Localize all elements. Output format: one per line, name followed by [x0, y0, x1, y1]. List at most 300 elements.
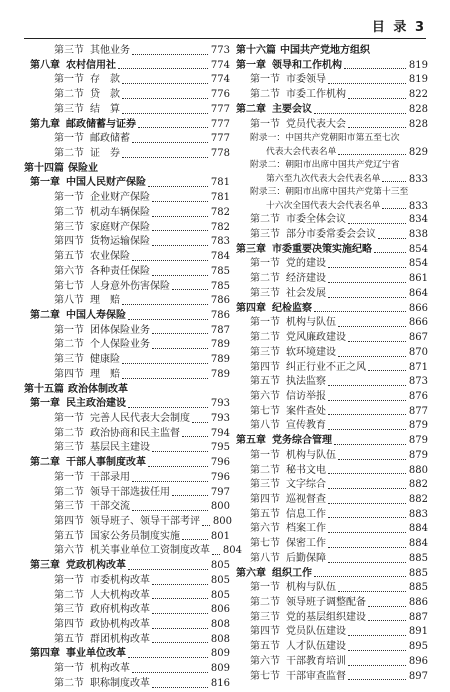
entry-label [236, 361, 366, 376]
toc-section-entry [236, 405, 428, 420]
entry-title: 部分市委常委会会议 [286, 229, 376, 241]
page-number: 891 [408, 626, 428, 638]
entry-label [24, 353, 120, 368]
page-number: 797 [210, 486, 230, 498]
dot-leader [122, 157, 208, 158]
entry-title: 存 款 [90, 74, 120, 86]
page-number: 793 [210, 412, 230, 424]
page-number: 886 [408, 597, 428, 608]
page-number: 866 [408, 302, 428, 314]
entry-title: 党员队伍建设 [286, 626, 346, 638]
appendix-title: 第六至九次代表大会代表名单 [266, 173, 381, 184]
entry-label [24, 235, 150, 250]
page-number: 777 [210, 118, 230, 130]
toc-section-entry [236, 464, 428, 479]
page-number: 795 [210, 442, 230, 454]
entry-label [236, 405, 326, 420]
entry-label [236, 478, 326, 493]
dot-leader [148, 186, 208, 187]
entry-label [24, 176, 146, 191]
entry-label [24, 500, 130, 515]
entry-title: 党务综合管理 [272, 435, 332, 447]
entry-label [24, 221, 150, 236]
dot-leader [128, 657, 208, 658]
entry-number: 第七节 [250, 670, 280, 682]
page-number: 828 [408, 118, 428, 130]
page-number: 854 [408, 258, 428, 270]
entry-number: 第三节 [54, 45, 84, 56]
entry-label [24, 603, 150, 618]
dot-leader [338, 356, 406, 357]
entry-label [24, 59, 116, 74]
entry-number: 第三节 [54, 604, 84, 616]
entry-label [24, 589, 150, 604]
entry-title: 党风廉政建设 [286, 332, 346, 344]
page-number: 789 [210, 368, 230, 380]
entry-number: 第四节 [54, 236, 84, 248]
entry-title: 企业财产保险 [90, 192, 150, 204]
toc-section-entry [236, 213, 428, 228]
entry-title: 机关事业单位工资制度改革 [90, 545, 210, 557]
toc-section-entry [24, 88, 230, 103]
entry-title: 机构与队伍 [286, 317, 336, 329]
page-number: 861 [408, 273, 428, 285]
page-number: 816 [210, 677, 230, 689]
appendix-title: 十六次全国代表大会代表名单 [266, 200, 381, 211]
entry-title: 信访举报 [286, 390, 326, 402]
page-number: 800 [212, 516, 232, 527]
entry-title: 档案工作 [286, 523, 326, 535]
toc-section-entry [236, 478, 428, 493]
toc-section-entry [24, 324, 230, 339]
page-title: 目 录 3 [371, 20, 426, 35]
entry-number: 第八节 [250, 552, 280, 564]
entry-title: 执法监察 [286, 376, 326, 388]
entry-label [236, 434, 332, 449]
dot-leader [338, 591, 406, 592]
page-number: 822 [408, 89, 428, 101]
entry-title: 市委机构改革 [90, 574, 150, 586]
dot-leader [152, 687, 208, 688]
dot-leader [348, 98, 406, 99]
entry-label [236, 537, 326, 552]
entry-label [236, 522, 326, 537]
toc-section-entry [236, 493, 428, 508]
toc-section-entry [236, 88, 428, 103]
page-number: 829 [408, 146, 428, 158]
dot-leader [122, 363, 208, 364]
entry-title: 邮政储蓄 [90, 133, 130, 145]
page-number: 781 [210, 192, 230, 204]
entry-title: 干部交流 [90, 501, 130, 513]
dot-leader [368, 370, 406, 371]
page-number: 789 [210, 354, 230, 366]
toc-section-entry [24, 677, 230, 692]
dot-leader [152, 613, 208, 614]
dot-leader [328, 414, 406, 415]
toc-section-entry [236, 331, 428, 346]
entry-number: 第一节 [250, 74, 280, 86]
dot-leader [338, 154, 406, 155]
entry-label [24, 280, 170, 295]
dot-leader [132, 142, 208, 143]
entry-title: 国家公务员制度实施 [90, 530, 180, 542]
entry-number: 第三节 [250, 287, 280, 299]
page-number: 885 [408, 552, 428, 564]
entry-title: 农业保险 [90, 251, 130, 263]
entry-label [24, 471, 130, 486]
toc-section-entry [236, 552, 428, 567]
dot-leader [368, 606, 406, 607]
dot-leader [202, 525, 210, 526]
entry-label [24, 338, 150, 353]
toc-appendix-entry [236, 186, 428, 200]
toc-left-column [24, 44, 242, 692]
entry-label [236, 44, 370, 59]
toc-section-entry [24, 427, 230, 442]
entry-label [236, 625, 346, 640]
entry-number: 第二节 [54, 427, 84, 439]
entry-number: 第三节 [54, 221, 84, 233]
entry-number: 第三章 [30, 560, 60, 572]
entry-number: 第三节 [54, 103, 84, 115]
entry-number: 第十六篇 [236, 45, 276, 56]
entry-number: 第一章 [236, 59, 266, 71]
entry-label [24, 118, 136, 133]
entry-number: 第二节 [54, 486, 84, 498]
entry-title: 理 赔 [90, 295, 120, 307]
dot-leader [152, 216, 208, 217]
dot-leader [328, 282, 406, 283]
entry-number: 第七节 [250, 405, 280, 417]
page-number: 877 [408, 405, 428, 417]
entry-label [236, 567, 312, 582]
entry-title: 信息工作 [286, 508, 326, 520]
entry-title: 结 算 [90, 103, 120, 115]
dot-leader [132, 510, 208, 511]
toc-section-entry [24, 73, 230, 88]
entry-title: 团体保险业务 [90, 324, 150, 336]
page-number: 778 [210, 148, 230, 160]
toc-chapter-entry [236, 567, 428, 582]
toc-section-entry [24, 265, 230, 280]
page-header [24, 14, 426, 39]
entry-title: 机动车辆保险 [90, 206, 150, 218]
dot-leader [328, 385, 406, 386]
dot-leader [152, 451, 208, 452]
entry-label [24, 103, 120, 118]
dot-leader [348, 679, 406, 680]
entry-title: 证 券 [90, 148, 120, 160]
entry-label [236, 346, 336, 361]
entry-title: 社会发展 [286, 287, 326, 299]
toc-part-entry [236, 44, 428, 59]
dot-leader [338, 459, 406, 460]
toc-section-entry [24, 280, 230, 295]
entry-number: 第五节 [54, 251, 84, 263]
dot-leader [212, 554, 220, 555]
dot-leader [192, 422, 208, 423]
entry-label [24, 544, 210, 559]
dot-leader [152, 333, 208, 334]
page-number: 789 [210, 339, 230, 351]
dot-leader [344, 68, 406, 69]
dot-leader [152, 348, 208, 349]
entry-label [236, 596, 366, 611]
entry-label [236, 118, 346, 133]
dot-leader [122, 83, 208, 84]
entry-title: 邮政储蓄与证券 [66, 118, 136, 130]
entry-label [24, 530, 180, 545]
toc-section-entry [24, 44, 230, 59]
dot-leader [348, 127, 406, 128]
entry-number: 第四章 [30, 648, 60, 660]
toc-section-entry [24, 206, 230, 221]
page-number: 884 [408, 523, 428, 535]
entry-title: 秘书文电 [286, 464, 326, 476]
toc-section-entry [236, 287, 428, 302]
toc-section-entry [24, 633, 230, 648]
entry-title: 党的基层组织建设 [286, 611, 366, 623]
page-number: 871 [408, 361, 428, 373]
page-number: 787 [210, 324, 230, 336]
dot-leader [328, 503, 406, 504]
entry-label [24, 147, 120, 162]
entry-title: 干部录用 [90, 471, 130, 483]
entry-label [24, 662, 130, 677]
page-number: 777 [210, 103, 230, 115]
entry-label [236, 390, 326, 405]
page-number: 782 [210, 221, 230, 233]
toc-section-entry [24, 103, 230, 118]
dot-leader [152, 275, 208, 276]
entry-label [24, 162, 98, 177]
entry-label [236, 73, 326, 88]
page-number: 883 [408, 508, 428, 520]
toc-section-entry [236, 640, 428, 655]
entry-number: 第四节 [250, 361, 280, 373]
entry-label [236, 552, 326, 567]
page-number: 786 [210, 295, 230, 307]
entry-label [24, 73, 120, 88]
entry-number: 第四节 [250, 626, 280, 638]
entry-number: 第二节 [250, 597, 280, 608]
entry-number: 第一节 [54, 663, 84, 675]
entry-title: 家庭财产保险 [90, 221, 150, 233]
toc-section-entry [24, 530, 230, 545]
page-number: 882 [408, 493, 428, 505]
toc-appendix-entry [236, 173, 428, 187]
toc-section-entry [236, 346, 428, 361]
entry-number: 第三节 [250, 229, 280, 241]
toc-section-entry [236, 508, 428, 523]
dot-leader [348, 223, 406, 224]
entry-number: 第五章 [236, 435, 266, 447]
page-number: 876 [408, 390, 428, 402]
entry-label [24, 309, 126, 324]
entry-title: 各种责任保险 [90, 265, 150, 277]
toc-chapter-entry [24, 309, 230, 324]
entry-title: 市委全体会议 [286, 214, 346, 226]
entry-label [24, 486, 170, 501]
toc-section-entry [24, 544, 242, 559]
dot-leader [182, 539, 208, 540]
dot-leader [328, 532, 406, 533]
entry-number: 第二节 [54, 589, 84, 601]
entry-label [236, 419, 326, 434]
page-number: 884 [408, 538, 428, 550]
entry-number: 第五节 [250, 508, 280, 520]
dot-leader [328, 547, 406, 548]
entry-label [236, 611, 366, 626]
entry-label [24, 250, 130, 265]
dot-leader [152, 628, 208, 629]
entry-number: 第六节 [250, 655, 280, 667]
page-number: 879 [408, 420, 428, 432]
entry-title: 经济建设 [286, 273, 326, 285]
entry-label [24, 618, 150, 633]
entry-title: 保密工作 [286, 538, 326, 550]
entry-number: 第二节 [250, 332, 280, 344]
page-number: 879 [408, 435, 428, 447]
entry-label [236, 243, 372, 258]
page-number: 854 [408, 243, 428, 255]
entry-number: 第二章 [236, 103, 266, 115]
entry-title: 完善人民代表大会制度 [90, 412, 190, 424]
entry-title: 民主政治建设 [66, 398, 126, 410]
entry-number: 第一节 [250, 449, 280, 461]
toc-section-entry [24, 250, 230, 265]
dot-leader [382, 208, 406, 209]
entry-number: 第一节 [54, 471, 84, 483]
toc-section-entry [236, 596, 428, 611]
entry-number: 第四节 [250, 493, 280, 505]
entry-number: 第六节 [250, 523, 280, 535]
entry-label [236, 213, 346, 228]
page-number: 805 [210, 574, 230, 586]
entry-number: 第一节 [250, 582, 280, 594]
entry-number: 第七节 [54, 280, 84, 292]
dot-leader [172, 289, 208, 290]
entry-title: 机构改革 [90, 663, 130, 675]
page-number: 895 [408, 641, 428, 653]
entry-label [24, 427, 180, 442]
entry-number: 第五节 [250, 376, 280, 388]
toc-section-entry [236, 611, 428, 626]
entry-title: 干部教育培训 [286, 655, 346, 667]
page-number: 870 [408, 346, 428, 358]
dot-leader [314, 113, 406, 114]
dot-leader [152, 584, 208, 585]
toc-section-entry [24, 368, 230, 383]
entry-title: 市委重要决策实施纪略 [272, 243, 372, 255]
entry-number: 第二节 [54, 89, 84, 101]
entry-title: 基层民主建设 [90, 442, 150, 454]
entry-title: 中国共产党地方组织 [280, 45, 370, 56]
entry-number: 第二节 [54, 206, 84, 218]
entry-label [24, 88, 120, 103]
entry-label [236, 464, 326, 479]
entry-number: 第一节 [54, 74, 84, 86]
dot-leader [328, 400, 406, 401]
page-number: 885 [408, 567, 428, 579]
entry-title: 人身意外伤害保险 [90, 280, 170, 292]
appendix-title: 附录三：朝阳市出席中国共产党第十三至 [250, 187, 409, 198]
toc-section-entry [236, 449, 428, 464]
entry-title: 政协机构改革 [90, 619, 150, 631]
entry-label [236, 508, 326, 523]
entry-label [24, 456, 146, 471]
toc-section-entry [24, 500, 230, 515]
entry-label [236, 272, 326, 287]
entry-label [236, 302, 312, 317]
page-number: 806 [210, 604, 230, 616]
entry-number: 第六节 [54, 545, 84, 557]
dot-leader [128, 319, 208, 320]
toc-section-entry [24, 662, 230, 677]
entry-label [236, 331, 346, 346]
entry-title: 党政机构改革 [66, 560, 126, 572]
entry-number: 第二节 [54, 148, 84, 160]
entry-number: 第一章 [30, 177, 60, 189]
page-number: 793 [210, 398, 230, 410]
page-number: 867 [408, 332, 428, 344]
toc-section-entry [236, 228, 428, 243]
entry-label [236, 375, 326, 390]
entry-label [236, 640, 346, 655]
dot-leader [172, 495, 208, 496]
dot-leader [348, 341, 406, 342]
entry-label [236, 287, 326, 302]
entry-number: 第四节 [54, 619, 84, 631]
page-number: 880 [408, 464, 428, 476]
toc-section-entry [236, 272, 428, 287]
entry-number: 第二节 [250, 273, 280, 285]
entry-label [24, 412, 190, 427]
dot-leader [328, 488, 406, 489]
entry-title: 政治协商和民主监督 [90, 427, 180, 439]
toc-chapter-entry [24, 397, 230, 412]
dot-leader [122, 113, 208, 114]
entry-number: 第一节 [54, 412, 84, 424]
entry-number: 第二节 [54, 339, 84, 351]
entry-label [24, 559, 126, 574]
page-number: 873 [408, 376, 428, 388]
entry-title: 组织工作 [272, 567, 312, 579]
entry-number: 第一节 [54, 324, 84, 336]
page-number: 804 [222, 545, 242, 557]
entry-number: 第三节 [250, 479, 280, 491]
toc-section-entry [24, 471, 230, 486]
entry-number: 第一节 [250, 118, 280, 130]
page-number: 808 [210, 619, 230, 631]
dot-leader [132, 672, 208, 673]
dot-leader [182, 436, 208, 437]
toc-section-entry [236, 581, 428, 596]
toc-section-entry [24, 235, 230, 250]
toc-section-entry [24, 294, 230, 309]
entry-number: 第二节 [250, 89, 280, 101]
toc-chapter-entry [236, 59, 428, 74]
dot-leader [152, 642, 208, 643]
entry-title: 领导班子、领导干部考评 [90, 516, 200, 527]
toc-part-entry [24, 162, 230, 177]
page-number: 774 [210, 59, 230, 71]
entry-title: 群团机构改革 [90, 633, 150, 645]
entry-label [236, 103, 312, 118]
toc-appendix-entry [236, 159, 428, 173]
entry-label [24, 132, 130, 147]
